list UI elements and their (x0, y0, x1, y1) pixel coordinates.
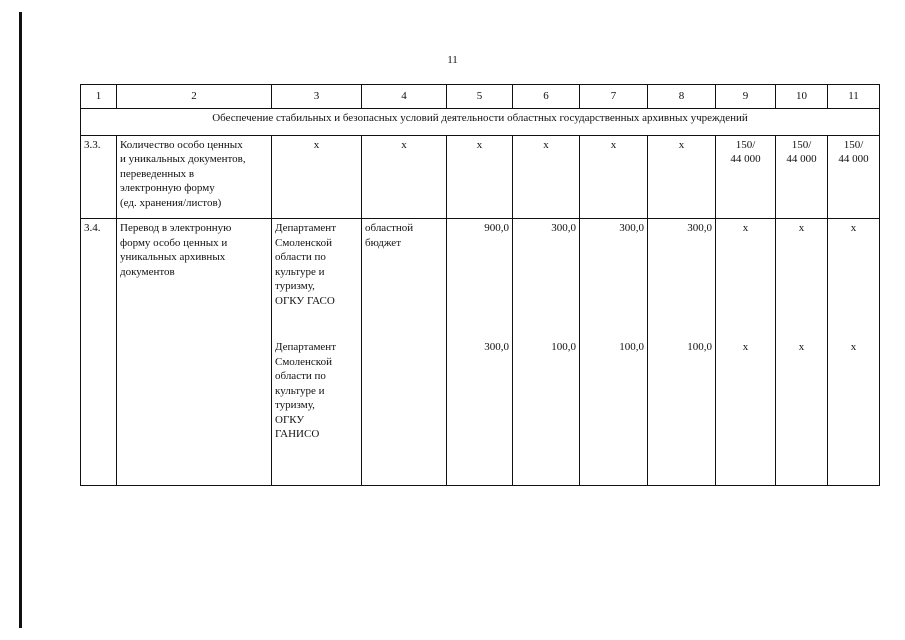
column-header: 10 (776, 85, 828, 109)
value-col10-cell: х (776, 219, 828, 338)
year2-cell: х (580, 135, 648, 219)
column-header: 9 (716, 85, 776, 109)
value-col11-cell: х (828, 219, 880, 338)
column-header: 6 (513, 85, 580, 109)
total-cell: 300,0 (447, 338, 513, 485)
page-number: 11 (447, 54, 458, 66)
section-title: Обеспечение стабильных и безопасных условий деятельности областных государственных архивных учреждений (81, 108, 880, 135)
column-number-row (81, 85, 880, 109)
year3-cell: 300,0 (648, 219, 716, 338)
column-header: 5 (447, 85, 513, 109)
value-col9-cell: 150/ 44 000 (716, 135, 776, 219)
column-header: 7 (580, 85, 648, 109)
year3-cell: 100,0 (648, 338, 716, 485)
total-cell: х (447, 135, 513, 219)
executor-cell: Департамент Смоленской области по культуре и туризму, ОГКУ ГАНИСО (272, 338, 362, 485)
column-header: 3 (272, 85, 362, 109)
table-row (81, 135, 880, 219)
executor-cell: х (272, 135, 362, 219)
row-name: Количество особо ценных и уникальных документов, переведенных в электронную форму (ед. хранения/листов) (117, 135, 272, 219)
column-header: 11 (828, 85, 880, 109)
value-col10-cell: х (776, 338, 828, 485)
section-row (81, 108, 880, 135)
column-header: 8 (648, 85, 716, 109)
year2-cell: 300,0 (580, 219, 648, 338)
year1-cell: 300,0 (513, 219, 580, 338)
year2-cell: 100,0 (580, 338, 648, 485)
total-cell: 900,0 (447, 219, 513, 338)
value-col9-cell: х (716, 338, 776, 485)
year1-cell: х (513, 135, 580, 219)
executor-cell: Департамент Смоленской области по культуре и туризму, ОГКУ ГАСО (272, 219, 362, 338)
column-header: 2 (117, 85, 272, 109)
source-cell: областной бюджет (362, 219, 447, 486)
row-number: 3.3. (81, 135, 117, 219)
value-col11-cell: 150/ 44 000 (828, 135, 880, 219)
value-col10-cell: 150/ 44 000 (776, 135, 828, 219)
value-col9-cell: х (716, 219, 776, 338)
binding-line (19, 12, 22, 628)
row-number: 3.4. (81, 219, 117, 486)
row-name: Перевод в электронную форму особо ценных и уникальных архивных документов (117, 219, 272, 486)
source-cell: х (362, 135, 447, 219)
year3-cell: х (648, 135, 716, 219)
table-row (81, 219, 880, 338)
year1-cell: 100,0 (513, 338, 580, 485)
column-header: 1 (81, 85, 117, 109)
program-table (80, 84, 880, 486)
value-col11-cell: х (828, 338, 880, 485)
column-header: 4 (362, 85, 447, 109)
